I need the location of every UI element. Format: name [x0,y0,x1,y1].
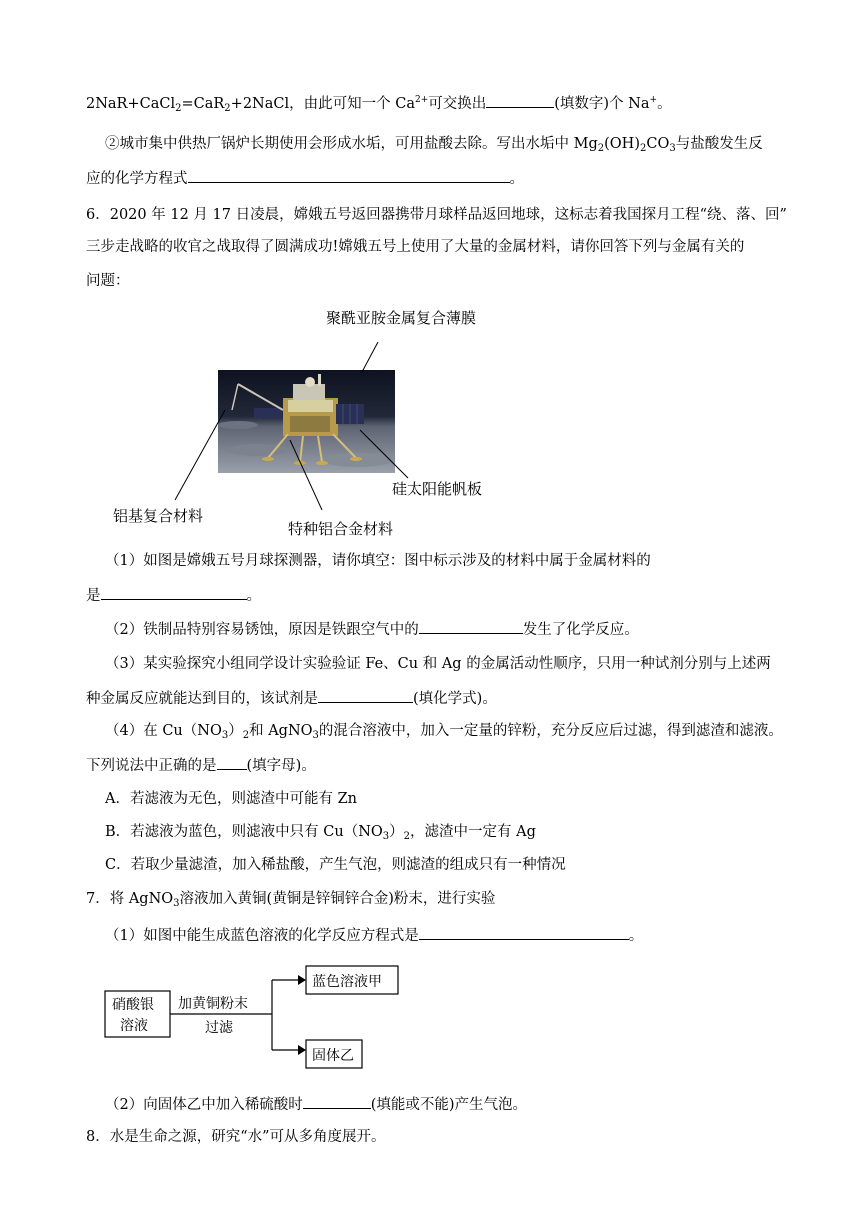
box-silver-nitrate-2: 溶液 [120,1018,148,1034]
question-8: 8．水是生命之源，研究“水”可从多角度展开。 [86,1129,386,1145]
label-aluminum-alloy: 特种铝合金材料 [288,520,394,538]
question-6-1-answer: 是 。 [86,585,261,606]
question-6-4-answer: 下列说法中正确的是 (填字母)。 [86,755,316,776]
question-text: 应的化学方程式 。 [86,168,524,189]
question-6-3: （3）某实验探究小组同学设计实验验证 Fe、Cu 和 Ag 的金属活动性顺序，只用一种试剂分别与上述两 [105,656,771,672]
option-b: B．若滤液为蓝色，则滤液中只有 $Cu(NO_3)_2$，滤渣中一定有 Ag [105,824,536,842]
answer-blank[interactable] [419,619,523,634]
figure1-pointer-lines [0,0,860,560]
label-silicon-solar-panel: 硅太阳能帆板 [392,480,483,498]
question-6-line2: 三步走战略的收官之战取得了圆满成功!嫦娥五号上使用了大量的金属材料，请你回答下列与金属有关的 [86,239,745,255]
arrow-label-add-brass: 加黄铜粉末 [178,996,248,1012]
question-7-2: （2）向固体乙中加入稀硫酸时 (填能或不能)产生气泡。 [105,1094,527,1115]
box-solid-b: 固体乙 [312,1048,354,1064]
label-polyimide-film: 聚酰亚胺金属复合薄膜 [326,309,477,327]
equation-line: 2NaR+CaCl$_2$=CaR$_2$+2NaCl，由此可知一个 $Ca^{2+}$可交换出 (填数字)个 Na+。 [86,95,672,114]
box-blue-solution: 蓝色溶液甲 [312,974,382,990]
answer-blank[interactable] [101,585,247,600]
question-6-line3: 问题： [86,273,130,289]
question-6-4: （4）在 $Cu(NO_3)_2$和 AgNO$_3$的混合溶液中，加入一定量的锌粉，充分反应后过滤，得到滤渣和滤液。 [105,723,783,741]
question-6-3-answer: 种金属反应就能达到目的，该试剂是 (填化学式)。 [86,688,497,709]
question-6-1: （1）如图是嫦娥五号月球探测器，请你填空：图中标示涉及的材料中属于金属材料的 [105,553,651,569]
option-a: A．若滤液为无色，则滤渣中可能有 Zn [105,791,357,807]
box-silver-nitrate-1: 硝酸银 [112,997,154,1013]
question-7: 7．将 AgNO$_3$溶液加入黄铜(黄铜是锌铜锌合金)粉末，进行实验 [86,891,496,909]
answer-blank[interactable] [303,1094,371,1109]
answer-blank[interactable] [318,688,413,703]
question-text: ②城市集中供热厂锅炉长期使用会形成水垢，可用盐酸去除。写出水垢中 $Mg_2(OH)_2CO_3$与盐酸发生反 [105,136,763,154]
label-aluminum-composite: 铝基复合材料 [113,507,204,525]
question-6-line1: 6．2020 年 12 月 17 日凌晨，嫦娥五号返回器携带月球样品返回地球，这标志着我国探月工程“绕、落、回” [86,207,787,223]
question-6-2: （2）铁制品特别容易锈蚀，原因是铁跟空气中的 发生了化学反应。 [105,619,639,640]
answer-blank[interactable] [217,755,247,770]
arrow-label-filter: 过滤 [205,1020,233,1036]
option-c: C．若取少量滤渣，加入稀盐酸，产生气泡，则滤渣的组成只有一种情况 [105,857,566,873]
answer-blank[interactable] [419,925,629,940]
question-7-1: （1）如图中能生成蓝色溶液的化学反应方程式是 。 [105,925,643,946]
